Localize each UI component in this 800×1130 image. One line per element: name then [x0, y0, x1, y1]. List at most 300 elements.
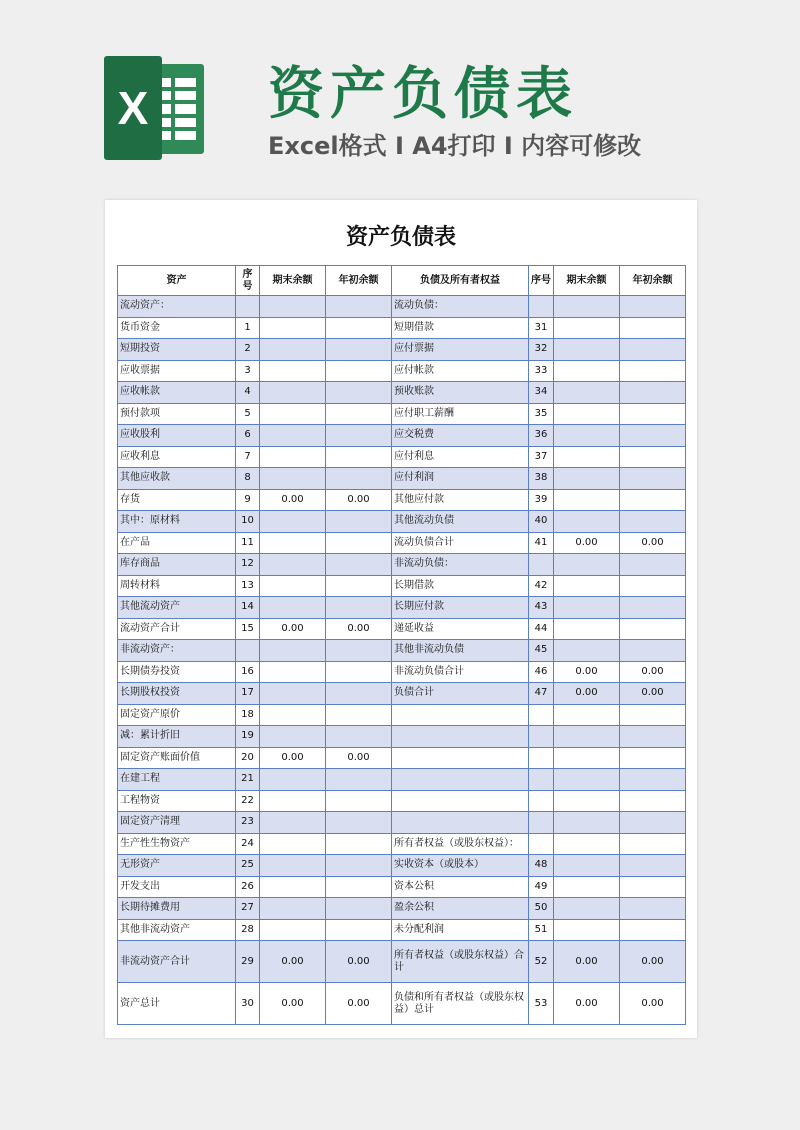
- asset-beginning-balance-cell[interactable]: [326, 360, 392, 382]
- liability-ending-balance-cell[interactable]: [554, 489, 620, 511]
- asset-beginning-balance-cell[interactable]: [326, 640, 392, 662]
- liability-ending-balance-cell[interactable]: [554, 511, 620, 533]
- asset-ending-balance-cell[interactable]: [260, 640, 326, 662]
- asset-ending-balance-cell[interactable]: [260, 403, 326, 425]
- liability-name-cell[interactable]: [392, 769, 529, 791]
- table-row: [118, 983, 686, 1025]
- liability-name-cell[interactable]: [392, 747, 529, 769]
- liability-ending-balance-cell[interactable]: [554, 898, 620, 920]
- asset-beginning-balance-cell[interactable]: 0.00: [326, 489, 392, 511]
- liability-ending-balance-cell[interactable]: [554, 876, 620, 898]
- asset-beginning-balance-cell[interactable]: 0.00: [326, 618, 392, 640]
- liability-name-cell[interactable]: 长期借款: [392, 575, 529, 597]
- liability-index-cell[interactable]: 52: [529, 941, 554, 983]
- liability-name-cell[interactable]: 实收资本（或股本）: [392, 855, 529, 877]
- asset-index-cell[interactable]: 18: [236, 704, 260, 726]
- table-row: [118, 575, 686, 597]
- liability-beginning-balance-cell[interactable]: [620, 360, 686, 382]
- liability-ending-balance-cell[interactable]: [554, 726, 620, 748]
- asset-index-cell[interactable]: 3: [236, 360, 260, 382]
- liability-ending-balance-cell[interactable]: [554, 618, 620, 640]
- asset-beginning-balance-cell[interactable]: 0.00: [326, 941, 392, 983]
- liability-ending-balance-cell[interactable]: [554, 468, 620, 490]
- asset-name-cell[interactable]: 流动资产：: [118, 296, 236, 318]
- liability-index-cell[interactable]: 38: [529, 468, 554, 490]
- table-row: [118, 790, 686, 812]
- liability-ending-balance-cell[interactable]: [554, 425, 620, 447]
- asset-index-cell[interactable]: 9: [236, 489, 260, 511]
- liability-index-cell[interactable]: [529, 812, 554, 834]
- asset-ending-balance-cell[interactable]: [260, 446, 326, 468]
- asset-beginning-balance-cell[interactable]: [326, 597, 392, 619]
- asset-name-cell[interactable]: 减：累计折旧: [118, 726, 236, 748]
- asset-name-cell[interactable]: 存货: [118, 489, 236, 511]
- banner: [0, 0, 800, 200]
- asset-index-cell[interactable]: 29: [236, 941, 260, 983]
- liability-ending-balance-cell[interactable]: [554, 317, 620, 339]
- liability-ending-balance-cell[interactable]: [554, 446, 620, 468]
- liability-index-cell[interactable]: [529, 554, 554, 576]
- table-row: [118, 296, 686, 318]
- asset-beginning-balance-cell[interactable]: [326, 833, 392, 855]
- table-row: [118, 941, 686, 983]
- liability-name-cell[interactable]: [392, 812, 529, 834]
- liability-beginning-balance-cell[interactable]: [620, 876, 686, 898]
- asset-name-cell[interactable]: 其他流动资产: [118, 597, 236, 619]
- liability-beginning-balance-cell[interactable]: [620, 747, 686, 769]
- asset-name-cell[interactable]: 其中：原材料: [118, 511, 236, 533]
- liability-index-cell[interactable]: [529, 790, 554, 812]
- liability-beginning-balance-cell[interactable]: [620, 382, 686, 404]
- liability-index-cell[interactable]: 37: [529, 446, 554, 468]
- asset-ending-balance-cell[interactable]: [260, 296, 326, 318]
- asset-name-cell[interactable]: 其他应收款: [118, 468, 236, 490]
- liability-ending-balance-cell[interactable]: [554, 382, 620, 404]
- liability-name-cell[interactable]: 递延收益: [392, 618, 529, 640]
- asset-index-cell[interactable]: 17: [236, 683, 260, 705]
- asset-ending-balance-cell[interactable]: [260, 597, 326, 619]
- liability-index-cell[interactable]: 51: [529, 919, 554, 941]
- header-index: 序号: [529, 266, 554, 296]
- liability-name-cell[interactable]: 其他应付款: [392, 489, 529, 511]
- asset-ending-balance-cell[interactable]: [260, 661, 326, 683]
- asset-name-cell[interactable]: 开发支出: [118, 876, 236, 898]
- asset-ending-balance-cell[interactable]: [260, 812, 326, 834]
- liability-ending-balance-cell[interactable]: [554, 403, 620, 425]
- table-row: [118, 382, 686, 404]
- asset-index-cell[interactable]: 8: [236, 468, 260, 490]
- asset-name-cell[interactable]: 库存商品: [118, 554, 236, 576]
- liability-beginning-balance-cell[interactable]: [620, 597, 686, 619]
- asset-beginning-balance-cell[interactable]: [326, 532, 392, 554]
- liability-beginning-balance-cell[interactable]: [620, 855, 686, 877]
- liability-index-cell[interactable]: 43: [529, 597, 554, 619]
- asset-index-cell[interactable]: 6: [236, 425, 260, 447]
- table-row: [118, 489, 686, 511]
- asset-index-cell[interactable]: 11: [236, 532, 260, 554]
- liability-ending-balance-cell[interactable]: [554, 575, 620, 597]
- header-beginning-balance: 年初余额: [326, 266, 392, 296]
- liability-name-cell[interactable]: 负债合计: [392, 683, 529, 705]
- liability-name-cell[interactable]: 其他非流动负债: [392, 640, 529, 662]
- asset-beginning-balance-cell[interactable]: [326, 790, 392, 812]
- asset-beginning-balance-cell[interactable]: 0.00: [326, 983, 392, 1025]
- table-row: [118, 554, 686, 576]
- excel-logo-letter: X: [104, 56, 162, 160]
- liability-index-cell[interactable]: 48: [529, 855, 554, 877]
- asset-index-cell[interactable]: 4: [236, 382, 260, 404]
- asset-name-cell[interactable]: 固定资产账面价值: [118, 747, 236, 769]
- asset-name-cell[interactable]: 长期股权投资: [118, 683, 236, 705]
- asset-ending-balance-cell[interactable]: [260, 876, 326, 898]
- asset-beginning-balance-cell[interactable]: [326, 511, 392, 533]
- liability-index-cell[interactable]: 46: [529, 661, 554, 683]
- asset-name-cell[interactable]: 流动资产合计: [118, 618, 236, 640]
- asset-ending-balance-cell[interactable]: [260, 339, 326, 361]
- table-row: [118, 747, 686, 769]
- liability-ending-balance-cell[interactable]: [554, 597, 620, 619]
- asset-name-cell[interactable]: 固定资产清理: [118, 812, 236, 834]
- liability-index-cell[interactable]: 34: [529, 382, 554, 404]
- asset-beginning-balance-cell[interactable]: 0.00: [326, 747, 392, 769]
- table-row: [118, 640, 686, 662]
- table-row: [118, 898, 686, 920]
- asset-beginning-balance-cell[interactable]: [326, 726, 392, 748]
- table-row: [118, 704, 686, 726]
- asset-beginning-balance-cell[interactable]: [326, 704, 392, 726]
- table-row: [118, 425, 686, 447]
- liability-beginning-balance-cell[interactable]: [620, 425, 686, 447]
- liability-name-cell[interactable]: 预收账款: [392, 382, 529, 404]
- liability-index-cell[interactable]: [529, 833, 554, 855]
- liability-index-cell[interactable]: 39: [529, 489, 554, 511]
- table-row: [118, 511, 686, 533]
- header-index: 序号: [236, 266, 260, 296]
- asset-name-cell[interactable]: 应收股利: [118, 425, 236, 447]
- asset-ending-balance-cell[interactable]: [260, 726, 326, 748]
- asset-index-cell[interactable]: 25: [236, 855, 260, 877]
- table-row: [118, 769, 686, 791]
- liability-name-cell[interactable]: 其他流动负债: [392, 511, 529, 533]
- liability-beginning-balance-cell[interactable]: [620, 769, 686, 791]
- asset-index-cell[interactable]: 27: [236, 898, 260, 920]
- table-row: [118, 661, 686, 683]
- table-row: [118, 403, 686, 425]
- liability-beginning-balance-cell[interactable]: [620, 640, 686, 662]
- liability-ending-balance-cell[interactable]: [554, 919, 620, 941]
- liability-name-cell[interactable]: 应付票据: [392, 339, 529, 361]
- asset-ending-balance-cell[interactable]: [260, 575, 326, 597]
- liability-index-cell[interactable]: 45: [529, 640, 554, 662]
- asset-index-cell[interactable]: 7: [236, 446, 260, 468]
- asset-index-cell[interactable]: 21: [236, 769, 260, 791]
- liability-beginning-balance-cell[interactable]: [620, 726, 686, 748]
- asset-ending-balance-cell[interactable]: [260, 704, 326, 726]
- liability-index-cell[interactable]: [529, 726, 554, 748]
- liability-index-cell[interactable]: [529, 296, 554, 318]
- liability-beginning-balance-cell[interactable]: [620, 317, 686, 339]
- liability-beginning-balance-cell[interactable]: 0.00: [620, 983, 686, 1025]
- asset-ending-balance-cell[interactable]: [260, 360, 326, 382]
- asset-ending-balance-cell[interactable]: [260, 382, 326, 404]
- liability-ending-balance-cell[interactable]: [554, 640, 620, 662]
- liability-beginning-balance-cell[interactable]: [620, 339, 686, 361]
- asset-index-cell[interactable]: 10: [236, 511, 260, 533]
- asset-index-cell[interactable]: [236, 640, 260, 662]
- asset-beginning-balance-cell[interactable]: [326, 339, 392, 361]
- liability-index-cell[interactable]: [529, 769, 554, 791]
- asset-name-cell[interactable]: 长期待摊费用: [118, 898, 236, 920]
- table-row: [118, 360, 686, 382]
- header-ending-balance: 期末余额: [554, 266, 620, 296]
- liability-name-cell[interactable]: 应付帐款: [392, 360, 529, 382]
- asset-ending-balance-cell[interactable]: [260, 532, 326, 554]
- excel-logo-icon: [104, 56, 204, 160]
- liability-name-cell[interactable]: 应付职工薪酬: [392, 403, 529, 425]
- asset-index-cell[interactable]: 14: [236, 597, 260, 619]
- asset-name-cell[interactable]: 应收利息: [118, 446, 236, 468]
- liability-ending-balance-cell[interactable]: 0.00: [554, 532, 620, 554]
- asset-name-cell[interactable]: 无形资产: [118, 855, 236, 877]
- asset-name-cell[interactable]: 在产品: [118, 532, 236, 554]
- liability-index-cell[interactable]: 33: [529, 360, 554, 382]
- asset-ending-balance-cell[interactable]: 0.00: [260, 489, 326, 511]
- asset-name-cell[interactable]: 预付款项: [118, 403, 236, 425]
- asset-name-cell[interactable]: 货币资金: [118, 317, 236, 339]
- liability-name-cell[interactable]: 所有者权益（或股东权益）合计: [392, 941, 529, 983]
- asset-index-cell[interactable]: 20: [236, 747, 260, 769]
- liability-index-cell[interactable]: [529, 704, 554, 726]
- header-beginning-balance: 年初余额: [620, 266, 686, 296]
- liability-ending-balance-cell[interactable]: [554, 360, 620, 382]
- table-row: [118, 597, 686, 619]
- asset-index-cell[interactable]: 2: [236, 339, 260, 361]
- asset-index-cell[interactable]: 22: [236, 790, 260, 812]
- liability-name-cell[interactable]: [392, 726, 529, 748]
- liability-index-cell[interactable]: 36: [529, 425, 554, 447]
- table-row: [118, 876, 686, 898]
- liability-beginning-balance-cell[interactable]: [620, 898, 686, 920]
- asset-index-cell[interactable]: 26: [236, 876, 260, 898]
- liability-name-cell[interactable]: 未分配利润: [392, 919, 529, 941]
- liability-ending-balance-cell[interactable]: [554, 747, 620, 769]
- asset-ending-balance-cell[interactable]: [260, 511, 326, 533]
- liability-ending-balance-cell[interactable]: [554, 769, 620, 791]
- asset-beginning-balance-cell[interactable]: [326, 898, 392, 920]
- liability-beginning-balance-cell[interactable]: [620, 575, 686, 597]
- asset-ending-balance-cell[interactable]: [260, 468, 326, 490]
- asset-index-cell[interactable]: 19: [236, 726, 260, 748]
- liability-index-cell[interactable]: 35: [529, 403, 554, 425]
- liability-ending-balance-cell[interactable]: 0.00: [554, 683, 620, 705]
- table-row: [118, 532, 686, 554]
- asset-index-cell[interactable]: 15: [236, 618, 260, 640]
- liability-beginning-balance-cell[interactable]: 0.00: [620, 941, 686, 983]
- header-assets: 资产: [118, 266, 236, 296]
- asset-index-cell[interactable]: 13: [236, 575, 260, 597]
- liability-beginning-balance-cell[interactable]: [620, 919, 686, 941]
- asset-index-cell[interactable]: 24: [236, 833, 260, 855]
- asset-beginning-balance-cell[interactable]: [326, 769, 392, 791]
- asset-name-cell[interactable]: 非流动资产：: [118, 640, 236, 662]
- asset-name-cell[interactable]: 资产总计: [118, 983, 236, 1025]
- asset-beginning-balance-cell[interactable]: [326, 575, 392, 597]
- header-liabilities-equity: 负债及所有者权益: [392, 266, 529, 296]
- asset-name-cell[interactable]: 在建工程: [118, 769, 236, 791]
- liability-name-cell[interactable]: 所有者权益（或股东权益）：: [392, 833, 529, 855]
- asset-name-cell[interactable]: 工程物资: [118, 790, 236, 812]
- asset-ending-balance-cell[interactable]: [260, 919, 326, 941]
- liability-ending-balance-cell[interactable]: [554, 339, 620, 361]
- liability-name-cell[interactable]: 资本公积: [392, 876, 529, 898]
- liability-name-cell[interactable]: 应付利息: [392, 446, 529, 468]
- liability-index-cell[interactable]: [529, 747, 554, 769]
- liability-beginning-balance-cell[interactable]: [620, 468, 686, 490]
- asset-index-cell[interactable]: 1: [236, 317, 260, 339]
- liability-ending-balance-cell[interactable]: [554, 790, 620, 812]
- liability-index-cell[interactable]: 49: [529, 876, 554, 898]
- liability-index-cell[interactable]: 32: [529, 339, 554, 361]
- table-row: [118, 919, 686, 941]
- asset-beginning-balance-cell[interactable]: [326, 554, 392, 576]
- liability-beginning-balance-cell[interactable]: [620, 812, 686, 834]
- liability-index-cell[interactable]: 50: [529, 898, 554, 920]
- liability-beginning-balance-cell[interactable]: [620, 554, 686, 576]
- asset-beginning-balance-cell[interactable]: [326, 812, 392, 834]
- asset-ending-balance-cell[interactable]: [260, 425, 326, 447]
- asset-beginning-balance-cell[interactable]: [326, 468, 392, 490]
- asset-beginning-balance-cell[interactable]: [326, 683, 392, 705]
- liability-beginning-balance-cell[interactable]: 0.00: [620, 683, 686, 705]
- asset-beginning-balance-cell[interactable]: [326, 296, 392, 318]
- liability-beginning-balance-cell[interactable]: [620, 833, 686, 855]
- asset-name-cell[interactable]: 固定资产原价: [118, 704, 236, 726]
- liability-beginning-balance-cell[interactable]: [620, 403, 686, 425]
- liability-name-cell[interactable]: 负债和所有者权益（或股东权益）总计: [392, 983, 529, 1025]
- liability-ending-balance-cell[interactable]: 0.00: [554, 983, 620, 1025]
- liability-beginning-balance-cell[interactable]: [620, 446, 686, 468]
- asset-beginning-balance-cell[interactable]: [326, 382, 392, 404]
- asset-beginning-balance-cell[interactable]: [326, 425, 392, 447]
- asset-index-cell[interactable]: 5: [236, 403, 260, 425]
- liability-ending-balance-cell[interactable]: [554, 855, 620, 877]
- liability-beginning-balance-cell[interactable]: [620, 704, 686, 726]
- asset-ending-balance-cell[interactable]: [260, 554, 326, 576]
- table-row: [118, 855, 686, 877]
- liability-name-cell[interactable]: [392, 790, 529, 812]
- liability-name-cell[interactable]: 非流动负债：: [392, 554, 529, 576]
- liability-index-cell[interactable]: 47: [529, 683, 554, 705]
- asset-ending-balance-cell[interactable]: [260, 790, 326, 812]
- liability-index-cell[interactable]: 40: [529, 511, 554, 533]
- asset-name-cell[interactable]: 其他非流动资产: [118, 919, 236, 941]
- liability-ending-balance-cell[interactable]: 0.00: [554, 941, 620, 983]
- asset-beginning-balance-cell[interactable]: [326, 855, 392, 877]
- liability-ending-balance-cell[interactable]: [554, 704, 620, 726]
- table-row: [118, 833, 686, 855]
- asset-name-cell[interactable]: 应收帐款: [118, 382, 236, 404]
- liability-beginning-balance-cell[interactable]: 0.00: [620, 661, 686, 683]
- liability-beginning-balance-cell[interactable]: [620, 296, 686, 318]
- liability-beginning-balance-cell[interactable]: [620, 489, 686, 511]
- liability-beginning-balance-cell[interactable]: [620, 511, 686, 533]
- asset-ending-balance-cell[interactable]: 0.00: [260, 618, 326, 640]
- table-row: [118, 468, 686, 490]
- liability-ending-balance-cell[interactable]: [554, 833, 620, 855]
- header-row: [118, 266, 686, 296]
- liability-ending-balance-cell[interactable]: [554, 554, 620, 576]
- liability-index-cell[interactable]: 44: [529, 618, 554, 640]
- liability-name-cell[interactable]: 流动负债合计: [392, 532, 529, 554]
- asset-name-cell[interactable]: 周转材料: [118, 575, 236, 597]
- liability-index-cell[interactable]: 53: [529, 983, 554, 1025]
- liability-name-cell[interactable]: 长期应付款: [392, 597, 529, 619]
- asset-beginning-balance-cell[interactable]: [326, 661, 392, 683]
- asset-ending-balance-cell[interactable]: 0.00: [260, 747, 326, 769]
- asset-name-cell[interactable]: 应收票据: [118, 360, 236, 382]
- asset-index-cell[interactable]: 28: [236, 919, 260, 941]
- asset-beginning-balance-cell[interactable]: [326, 403, 392, 425]
- asset-name-cell[interactable]: 长期债券投资: [118, 661, 236, 683]
- liability-name-cell[interactable]: 流动负债：: [392, 296, 529, 318]
- asset-ending-balance-cell[interactable]: [260, 855, 326, 877]
- asset-beginning-balance-cell[interactable]: [326, 876, 392, 898]
- table-row: [118, 812, 686, 834]
- document-page: [105, 200, 697, 1038]
- table-row: [118, 726, 686, 748]
- asset-ending-balance-cell[interactable]: [260, 683, 326, 705]
- liability-ending-balance-cell[interactable]: [554, 812, 620, 834]
- asset-index-cell[interactable]: 23: [236, 812, 260, 834]
- asset-index-cell[interactable]: 16: [236, 661, 260, 683]
- asset-beginning-balance-cell[interactable]: [326, 317, 392, 339]
- asset-ending-balance-cell[interactable]: [260, 833, 326, 855]
- liability-index-cell[interactable]: 42: [529, 575, 554, 597]
- asset-beginning-balance-cell[interactable]: [326, 919, 392, 941]
- liability-ending-balance-cell[interactable]: [554, 296, 620, 318]
- liability-index-cell[interactable]: 31: [529, 317, 554, 339]
- liability-index-cell[interactable]: 41: [529, 532, 554, 554]
- asset-ending-balance-cell[interactable]: 0.00: [260, 941, 326, 983]
- table-row: [118, 317, 686, 339]
- asset-index-cell[interactable]: [236, 296, 260, 318]
- liability-name-cell[interactable]: 非流动负债合计: [392, 661, 529, 683]
- liability-name-cell[interactable]: 应交税费: [392, 425, 529, 447]
- liability-beginning-balance-cell[interactable]: 0.00: [620, 532, 686, 554]
- liability-name-cell[interactable]: 应付利润: [392, 468, 529, 490]
- balance-sheet-table: [117, 265, 686, 1025]
- liability-ending-balance-cell[interactable]: 0.00: [554, 661, 620, 683]
- liability-name-cell[interactable]: 短期借款: [392, 317, 529, 339]
- asset-ending-balance-cell[interactable]: [260, 769, 326, 791]
- liability-beginning-balance-cell[interactable]: [620, 618, 686, 640]
- asset-name-cell[interactable]: 短期投资: [118, 339, 236, 361]
- asset-ending-balance-cell[interactable]: [260, 317, 326, 339]
- liability-name-cell[interactable]: [392, 704, 529, 726]
- liability-beginning-balance-cell[interactable]: [620, 790, 686, 812]
- asset-name-cell[interactable]: 非流动资产合计: [118, 941, 236, 983]
- asset-ending-balance-cell[interactable]: 0.00: [260, 983, 326, 1025]
- header-ending-balance: 期末余额: [260, 266, 326, 296]
- asset-index-cell[interactable]: 30: [236, 983, 260, 1025]
- asset-ending-balance-cell[interactable]: [260, 898, 326, 920]
- asset-beginning-balance-cell[interactable]: [326, 446, 392, 468]
- liability-name-cell[interactable]: 盈余公积: [392, 898, 529, 920]
- asset-name-cell[interactable]: 生产性生物资产: [118, 833, 236, 855]
- table-row: [118, 683, 686, 705]
- asset-index-cell[interactable]: 12: [236, 554, 260, 576]
- banner-title: 资产负债表: [268, 62, 578, 127]
